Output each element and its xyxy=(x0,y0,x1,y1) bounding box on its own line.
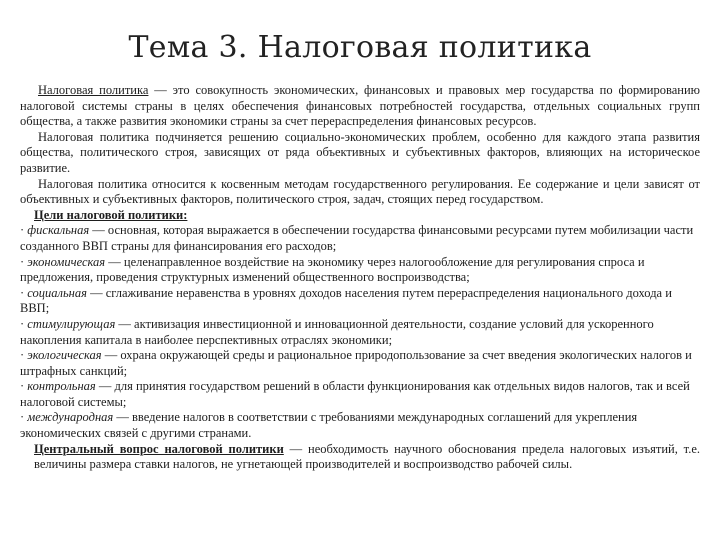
goal-name: экономическая xyxy=(27,254,106,269)
goal-name: международная xyxy=(27,410,114,425)
goals-heading-paragraph xyxy=(20,208,700,224)
goal-text: — для принятия государством решений в области функционирования как отдельных видов налогов, так и всей налоговой системы; xyxy=(20,379,690,409)
goal-text: — активизация инвестиционной и инновационной деятельности, создание условий для ускоренного накопления капитала в наиболее перспективных отраслях экономики; xyxy=(20,316,654,347)
bullet-icon: · xyxy=(20,379,25,394)
goal-item-fiscal xyxy=(20,223,700,254)
bullet-icon: · xyxy=(20,316,25,331)
goal-text: — основная, которая выражается в обеспечении государства финансовыми ресурсами путем мобилизации части созданного ВВП страны для финансирования его расходов; xyxy=(20,223,694,253)
bullet-icon: · xyxy=(20,254,25,269)
paragraph-2: Налоговая политика подчиняется решению социально-экономических проблем, особенно для каждого этапа развития общества, политического строя, зависящих от ряда объективных и субъективных факторов, влияющих на историческое развитие. xyxy=(20,129,700,175)
central-question-text: — необходимость научного обоснования предела налоговых изъятий, т.е. величины размера ставки налогов, не угнетающей производителей и воспроизводство рабочей силы. xyxy=(34,441,700,472)
goal-name: фискальная xyxy=(27,223,90,238)
goal-text: — введение налогов в соответствии с требованиями международных соглашений для укрепления экономических связей с другими странами. xyxy=(20,410,638,441)
goal-name: стимулирующая xyxy=(27,316,116,331)
goal-text: — охрана окружающей среды и рациональное природопользование за счет введения экологических налогов и штрафных санкций; xyxy=(20,348,692,378)
goal-text: — сглаживание неравенства в уровнях доходов населения путем перераспределения национального дохода и ВВП; xyxy=(20,285,672,316)
goal-item-economic xyxy=(20,255,700,286)
goal-item-stimulating xyxy=(20,317,700,348)
goal-name: контрольная xyxy=(27,379,96,394)
goal-item-social xyxy=(20,286,700,317)
goal-name: экологическая xyxy=(27,348,102,363)
definition-term: Налоговая политика xyxy=(38,83,149,97)
goal-text: — целенаправленное воздействие на экономику через налогообложение для регулирования спроса и предложения, проведения структурных изменений общественного воспроизводства; xyxy=(20,254,645,285)
bullet-icon: · xyxy=(20,285,25,300)
goal-item-control xyxy=(20,379,700,410)
definition-paragraph xyxy=(20,83,700,130)
slide-title: Тема 3. Налоговая политика xyxy=(128,30,592,65)
bullet-icon: · xyxy=(20,410,25,425)
central-question-term: Центральный вопрос налоговой политики xyxy=(34,441,284,456)
goals-list xyxy=(20,223,700,441)
bullet-icon: · xyxy=(20,348,25,363)
definition-text: — это совокупность экономических, финансовых и правовых мер государства по формированию налоговой системы страны в целях обеспечения финансовых потребностей государства, отдельных социальных групп общества, а также развития экономики страны за счет перераспределения финансовых ресурсов. xyxy=(20,83,700,129)
bullet-icon: · xyxy=(20,223,25,238)
slide-body xyxy=(20,83,700,473)
central-question-paragraph xyxy=(20,442,700,473)
goal-item-international xyxy=(20,410,700,441)
goal-name: социальная xyxy=(27,285,87,300)
goals-heading: Цели налоговой политики: xyxy=(34,207,188,222)
goal-item-ecological xyxy=(20,348,700,379)
paragraph-3: Налоговая политика относится к косвенным методам государственного регулирования. Ее содержание и цели зависят от объективных и субъективных факторов, политического строя, задач, стоящих перед государством. xyxy=(20,176,700,207)
